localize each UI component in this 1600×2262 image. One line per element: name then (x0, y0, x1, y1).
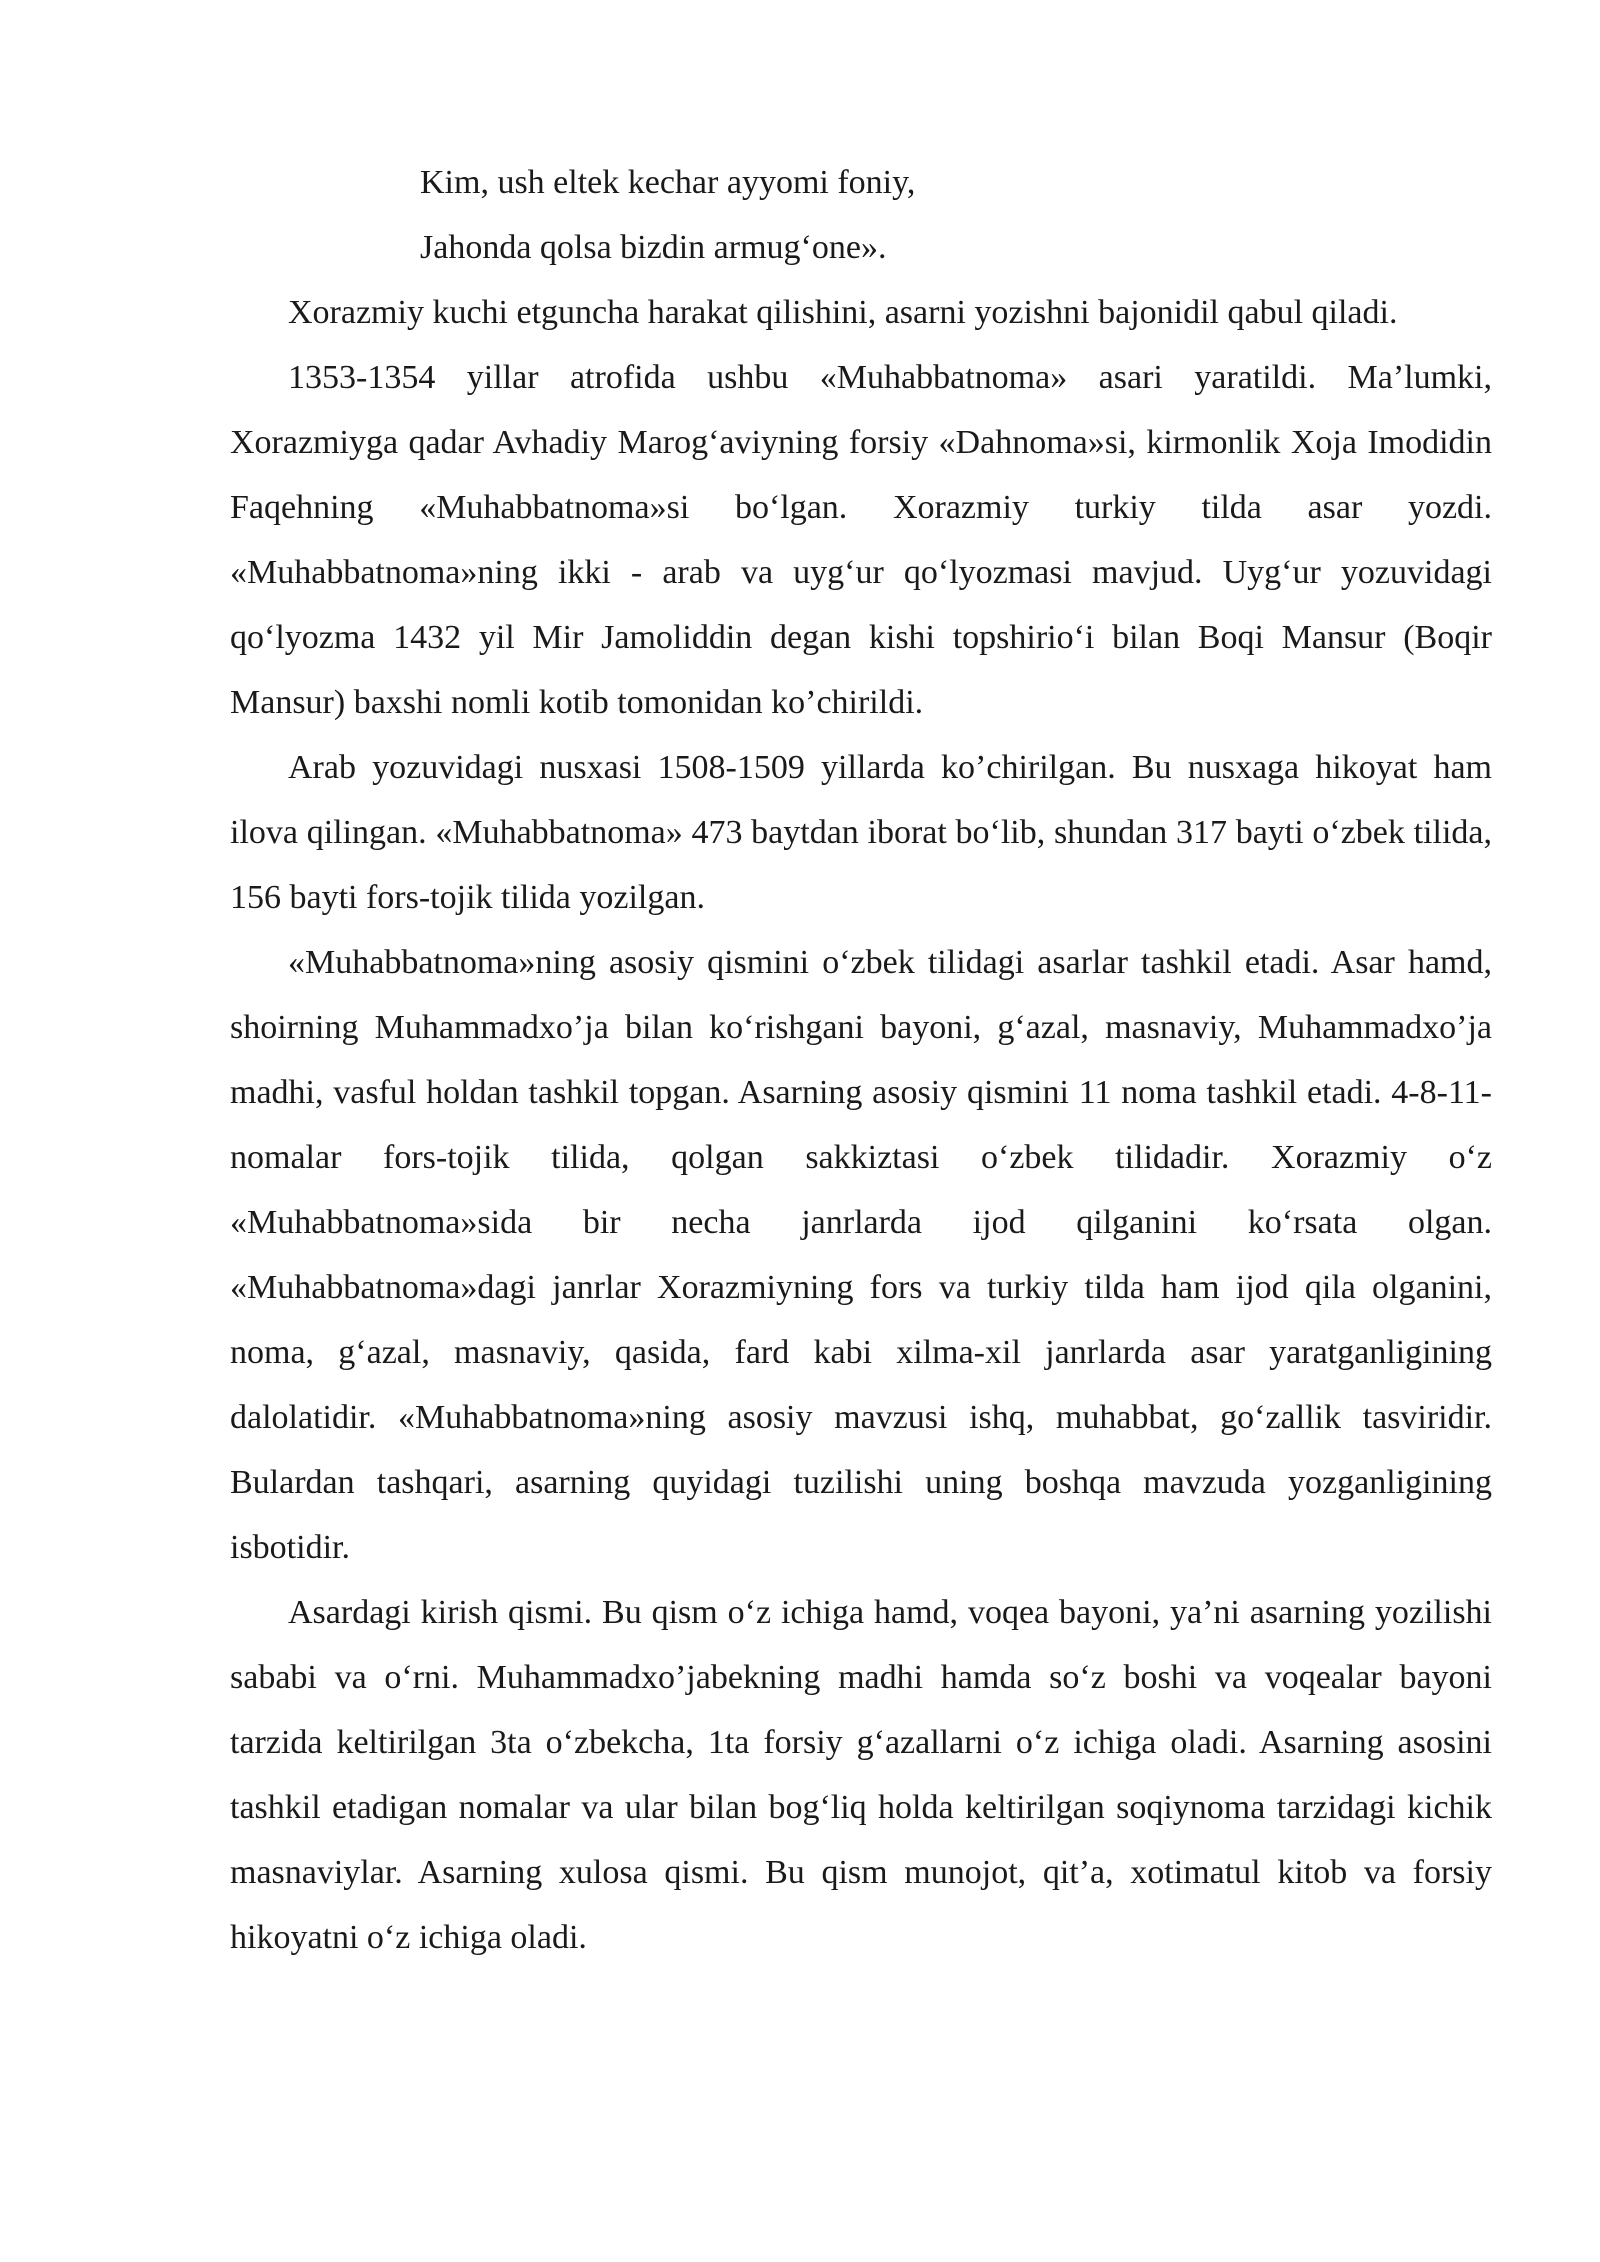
body-paragraph: 1353-1354 yillar atrofida ushbu «Muhabbatnoma» asari yaratildi. Ma’lumki, Xorazmiyga qadar Avhadiy Marog‘aviyning forsiy «Dahnoma»si, kirmonlik Xoja Imodidin Faqehning «Muhabbatnoma»si bo‘lgan. Xorazmiy turkiy tilda asar yozdi. «Muhabbatnoma»ning ikki - arab va uyg‘ur qo‘lyozmasi mavjud. Uyg‘ur yozuvidagi qo‘lyozma 1432 yil Mir Jamoliddin degan kishi topshirio‘i bilan Boqi Mansur (Boqir Mansur) baxshi nomli kotib tomonidan ko’chirildi. (230, 359, 1492, 721)
body-paragraph: «Muhabbatnoma»ning asosiy qismini o‘zbek tilidagi asarlar tashkil etadi. Asar hamd, shoirning Muhammadxo’ja bilan ko‘rishgani bayoni, g‘azal, masnaviy, Muhammadxo’ja madhi, vasful holdan tashkil topgan. Asarning asosiy qismini 11 noma tashkil etadi. 4-8-11-nomalar fors-tojik tilida, qolgan sakkiztasi o‘zbek tilidadir. Xorazmiy o‘z «Muhabbatnoma»sida bir necha janrlarda ijod qilganini ko‘rsata olgan. «Muhabbatnoma»dagi janrlar Xorazmiyning fors va turkiy tilda ham ijod qila olganini, noma, g‘azal, masnaviy, qasida, fard kabi xilma-xil janrlarda asar yaratganligining dalolatidir. «Muhabbatnoma»ning asosiy mavzusi ishq, muhabbat, go‘zallik tasviridir. Bulardan tashqari, asarning quyidagi tuzilishi uning boshqa mavzuda yozganligining isbotidir. (230, 944, 1492, 1566)
body-paragraph: Arab yozuvidagi nusxasi 1508-1509 yillarda ko’chirilgan. Bu nusxaga hikoyat ham ilova qilingan. «Muhabbatnoma» 473 baytdan iborat bo‘lib, shundan 317 bayti o‘zbek tilida, 156 bayti fors-tojik tilida yozilgan. (230, 749, 1492, 916)
document-body (230, 150, 1492, 1970)
verse-line: Jahonda qolsa bizdin armug‘one». (420, 229, 887, 266)
body-paragraph: Asardagi kirish qismi. Bu qism o‘z ichiga hamd, voqea bayoni, ya’ni asarning yozilishi sababi va o‘rni. Muhammadxo’jabekning madhi hamda so‘z boshi va voqealar bayoni tarzida keltirilgan 3ta o‘zbekcha, 1ta forsiy g‘azallarni o‘z ichiga oladi. Asarning asosini tashkil etadigan nomalar va ular bilan bog‘liq holda keltirilgan soqiynoma tarzidagi kichik masnaviylar. Asarning xulosa qismi. Bu qism munojot, qit’a, xotimatul kitob va forsiy hikoyatni o‘z ichiga oladi. (230, 1594, 1492, 1956)
verse-line: Kim, ush eltek kechar ayyomi foniy, (420, 164, 916, 201)
body-paragraph: Xorazmiy kuchi etguncha harakat qilishini, asarni yozishni bajonidil qabul qiladi. (288, 294, 1398, 331)
